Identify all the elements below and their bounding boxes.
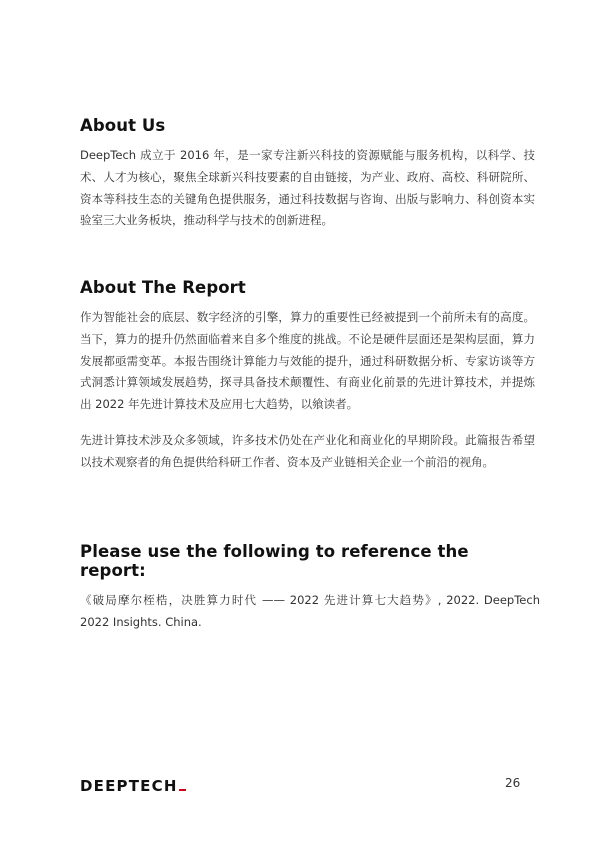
about-report-paragraph: 作为智能社会的底层、数字经济的引擎，算力的重要性已经被提到一个前所未有的高度。当下，算力的提升仍然面临着来自多个维度的挑战。不论是硬件层面还是架构层面，算力发展都亟需变革。本报告围绕计算能力与效能的提升，通过科研数据分析、专家访谈等方式洞悉计算领域发展趋势，探寻具备技术颠覆性、有商业化前景的先进计算技术，并提炼出 2022 年先进计算技术及应用七大趋势，以飨读者。 <box>80 310 535 412</box>
reference-heading: Please use the following to reference the report: <box>80 542 469 580</box>
deeptech-logo <box>80 777 186 795</box>
about-us-heading: About Us <box>80 116 166 135</box>
reference-citation: 《破局摩尔桎梏，决胜算力时代 —— 2022 先进计算七大趋势》, 2022. DeepTech 2022 Insights. China. <box>80 593 540 629</box>
advanced-tech-paragraph: 先进计算技术涉及众多领域，许多技术仍处在产业化和商业化的早期阶段。此篇报告希望以技术观察者的角色提供给科研工作者、资本及产业链相关企业一个前沿的视角。 <box>80 433 535 469</box>
logo-accent-mark <box>179 789 186 791</box>
deeptech-logo-text: DEEPTECH <box>80 777 178 795</box>
page-number: 26 <box>505 776 521 790</box>
about-report-heading: About The Report <box>80 278 246 297</box>
about-us-section <box>80 116 535 232</box>
about-us-paragraph: DeepTech 成立于 2016 年，是一家专注新兴科技的资源赋能与服务机构，以科学、技术、人才为核心，聚焦全球新兴科技要素的自由链接，为产业、政府、高校、科研院所、资本等科技生态的关键角色提供服务，通过科技数据与咨询、出版与影响力、科创资本实验室三大业务板块，推动科学与技术的创新进程。 <box>80 148 535 228</box>
about-report-section <box>80 278 535 416</box>
advanced-tech-section <box>80 430 535 474</box>
reference-section <box>80 542 540 634</box>
